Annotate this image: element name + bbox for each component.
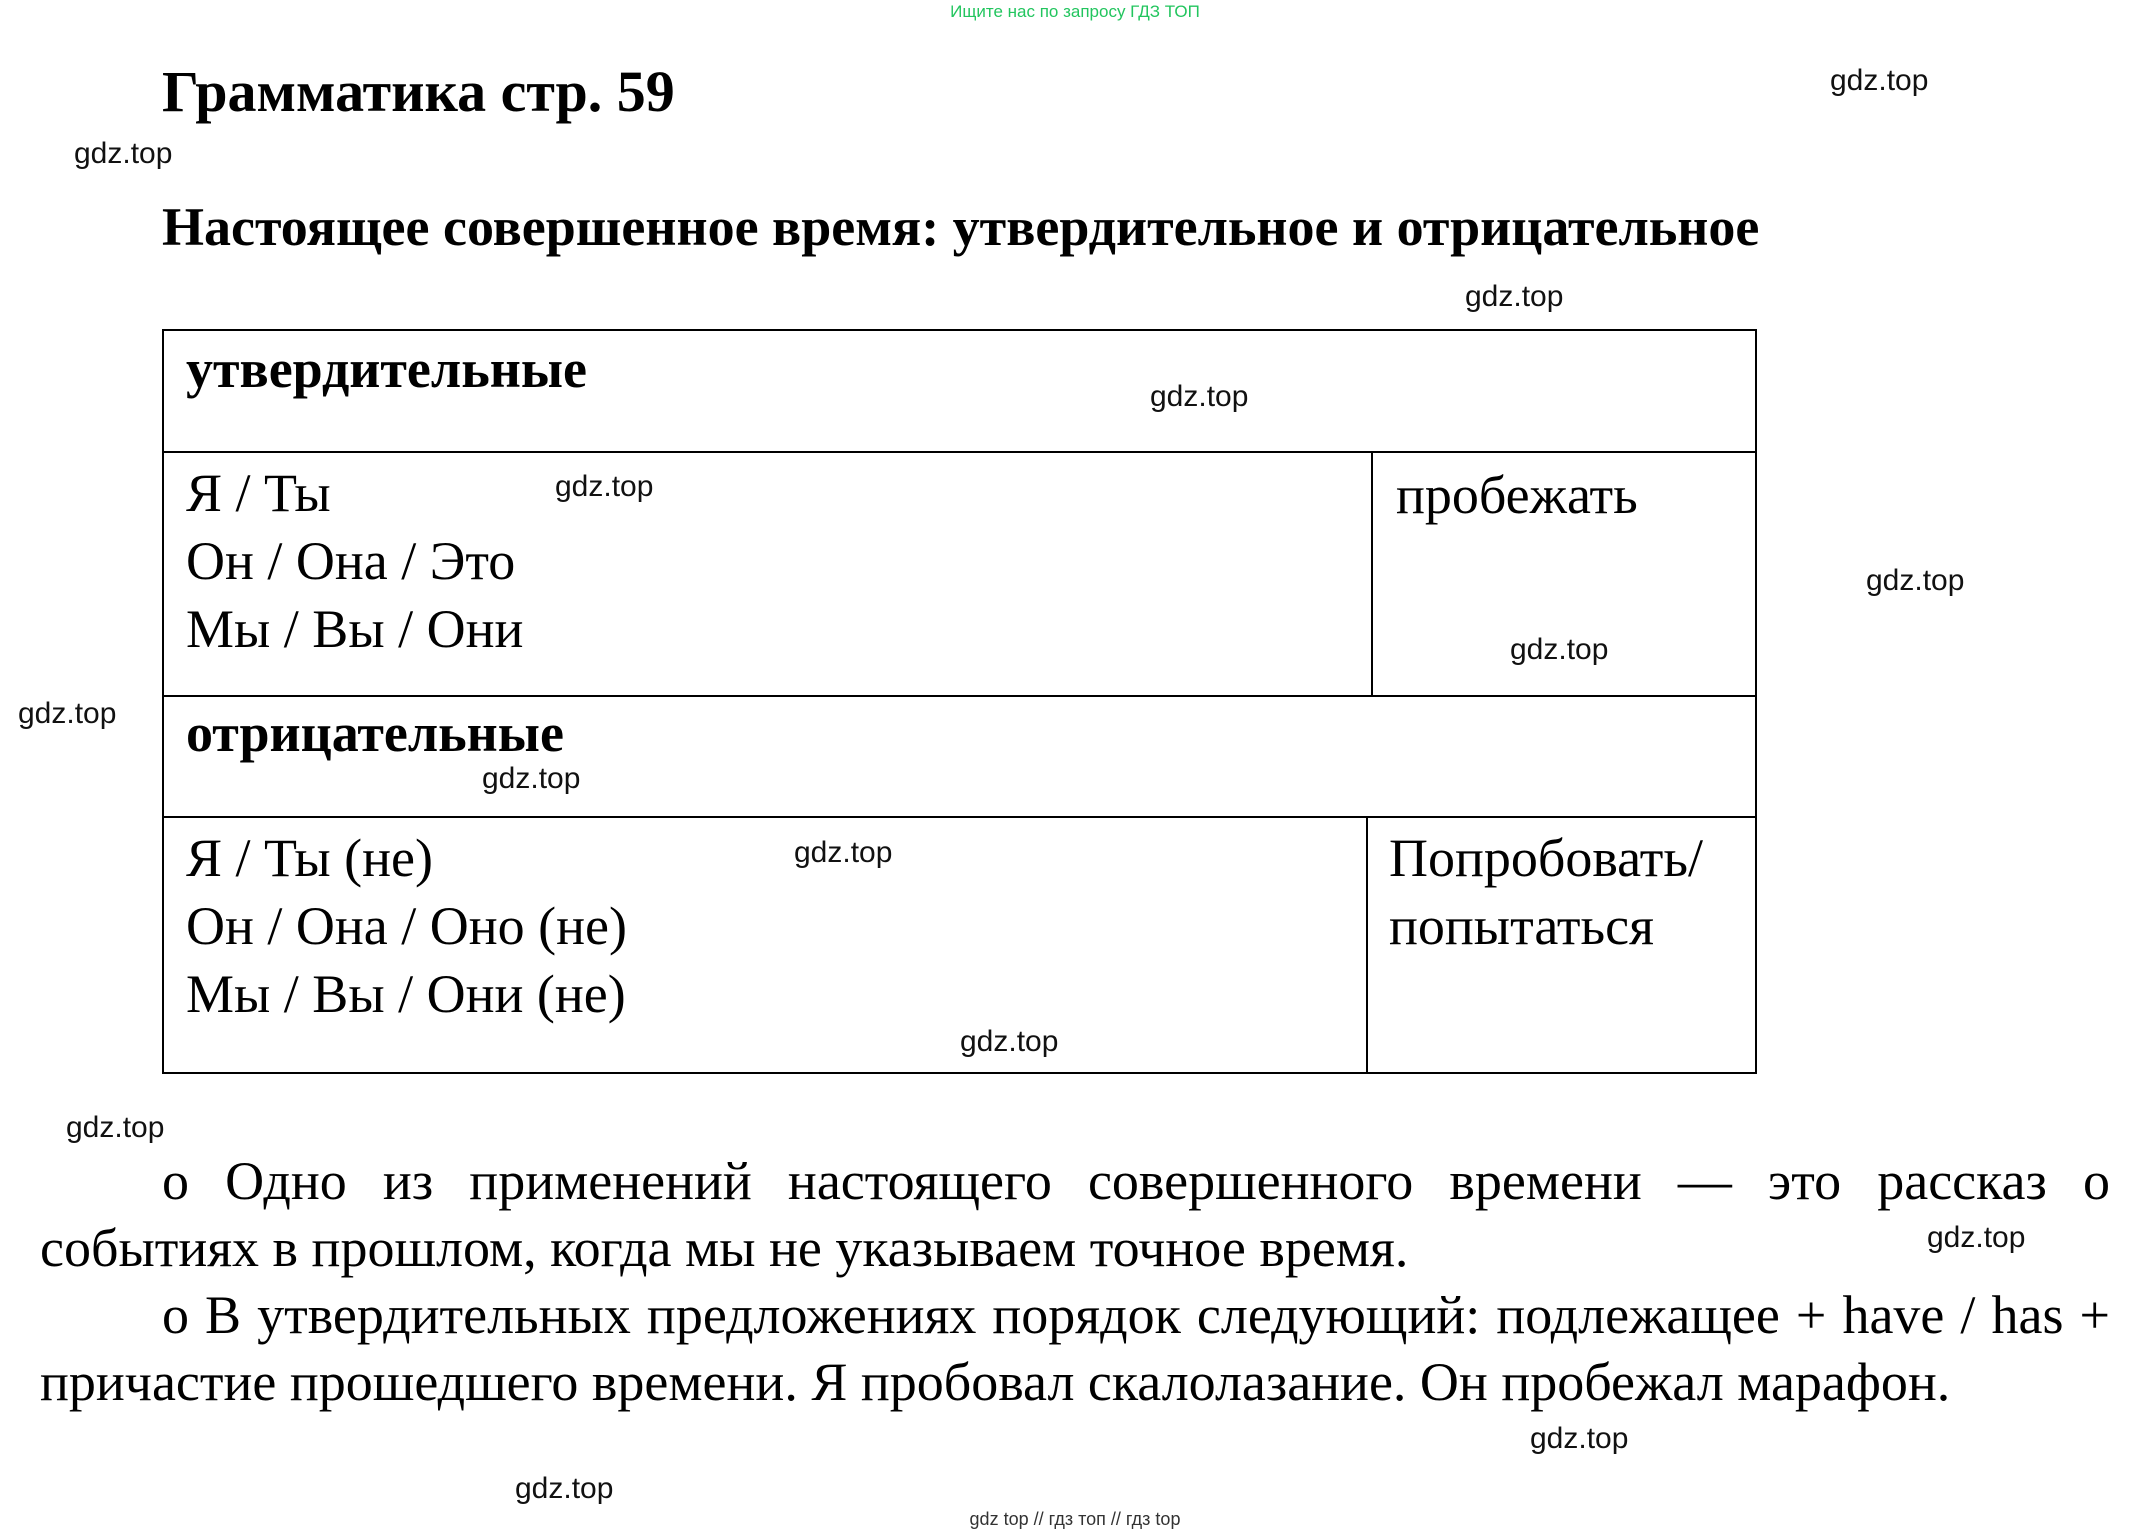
paragraph: о Одно из применений настоящего совершенного времени — это рассказ о событиях в прошлом, когда мы не указываем точное время. [40, 1151, 2110, 1278]
watermark: gdz.top [74, 137, 173, 170]
search-hint: Ищите нас по запросу ГДЗ ТОП [950, 2, 1200, 21]
grammar-table [162, 329, 1757, 1074]
affirmative-header: утвердительные [186, 339, 587, 399]
pronoun-row: Мы / Вы / Они (не) [186, 964, 626, 1024]
table-divider [1371, 451, 1373, 695]
verb-line: попытаться [1389, 896, 1654, 956]
verb-line: Попробовать/ [1389, 828, 1703, 888]
watermark: gdz.top [515, 1472, 614, 1505]
negative-pronouns [186, 824, 627, 1028]
watermark: gdz.top [1150, 380, 1249, 413]
section-heading: Настоящее совершенное время: утвердительное и отрицательное [162, 197, 1760, 257]
page-title: Грамматика стр. 59 [162, 59, 675, 124]
table-divider [164, 816, 1755, 818]
table-divider [164, 695, 1755, 697]
watermark: gdz.top [1830, 64, 1929, 97]
watermark: gdz.top [1927, 1221, 2026, 1254]
pronoun-row: Мы / Вы / Они [186, 599, 524, 659]
affirmative-verb: пробежать [1396, 465, 1638, 525]
watermark: gdz.top [18, 697, 117, 730]
pronoun-row: Я / Ты (не) [186, 828, 433, 888]
watermark: gdz.top [960, 1025, 1059, 1058]
watermark: gdz.top [1465, 280, 1564, 313]
watermark: gdz.top [1530, 1422, 1629, 1455]
pronoun-row: Я / Ты [186, 463, 331, 523]
watermark: gdz.top [1510, 633, 1609, 666]
watermark: gdz.top [66, 1111, 165, 1144]
watermark: gdz.top [1866, 564, 1965, 597]
table-divider [1366, 816, 1368, 1074]
watermark: gdz.top [794, 836, 893, 869]
pronoun-row: Он / Она / Это [186, 531, 516, 591]
watermark: gdz.top [482, 762, 581, 795]
footer-text: gdz top // гдз топ // гдз top [969, 1509, 1181, 1529]
table-divider [164, 451, 1755, 453]
paragraph: о В утвердительных предложениях порядок следующий: подлежащее + have / has + причастие прошедшего времени. Я пробовал скалолазание. Он пробежал марафон. [40, 1285, 2110, 1412]
negative-verb [1389, 824, 1703, 960]
watermark: gdz.top [555, 470, 654, 503]
negative-header: отрицательные [186, 703, 564, 763]
pronoun-row: Он / Она / Оно (не) [186, 896, 627, 956]
affirmative-pronouns [186, 459, 523, 663]
